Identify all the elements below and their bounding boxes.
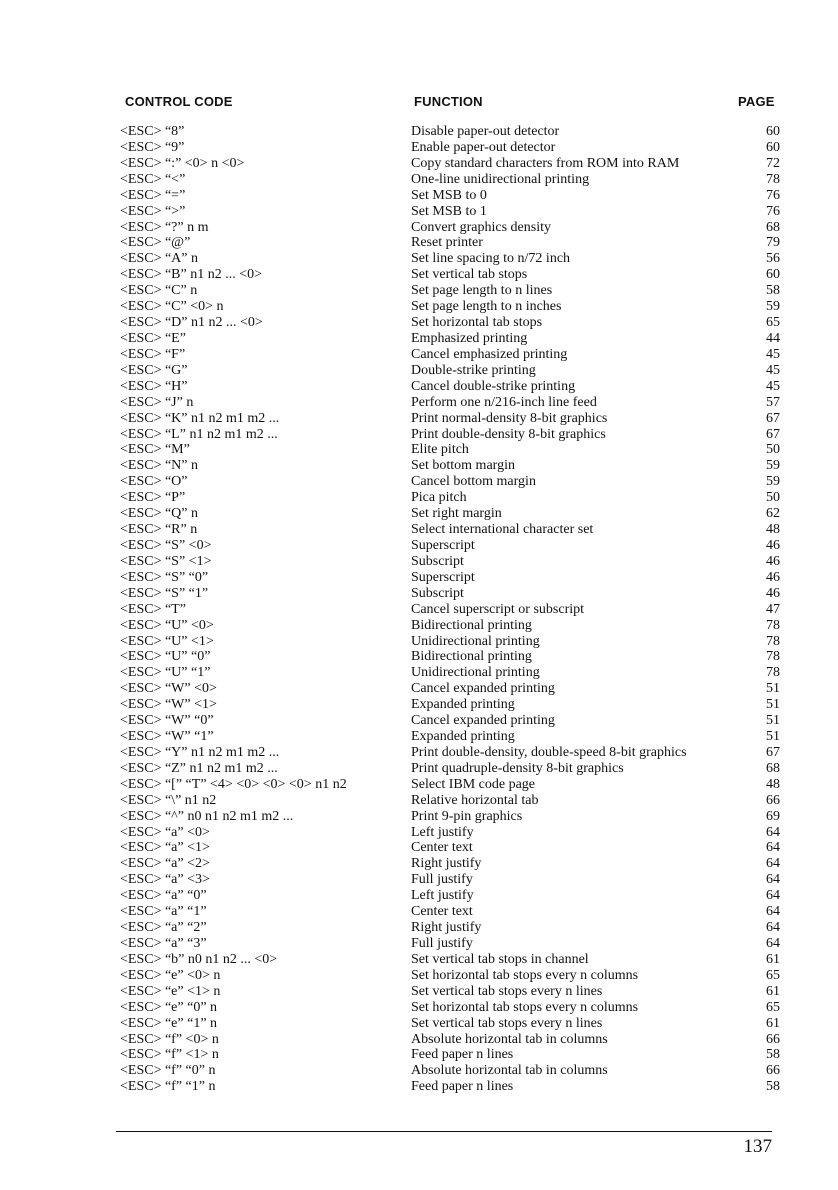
control-code-cell: <ESC> “W” “0” xyxy=(120,713,214,729)
page-cell: 46 xyxy=(766,569,780,585)
function-cell: Full justify xyxy=(411,936,473,952)
control-code-cell: <ESC> “e” <1> n xyxy=(120,983,221,999)
control-code-cell: <ESC> “D” n1 n2 ... <0> xyxy=(120,315,263,331)
page-cell: 61 xyxy=(766,951,780,967)
function-cell: Expanded printing xyxy=(411,729,515,745)
function-cell: Center text xyxy=(411,840,473,856)
control-code-cell: <ESC> “\” n1 n2 xyxy=(120,792,217,808)
control-code-cell: <ESC> “S” “1” xyxy=(120,585,209,601)
page-cell: 64 xyxy=(766,920,780,936)
page-cell: 78 xyxy=(766,633,780,649)
control-code-cell: <ESC> “B” n1 n2 ... <0> xyxy=(120,267,263,283)
function-cell: Print quadruple-density 8-bit graphics xyxy=(411,760,624,776)
page-cell: 61 xyxy=(766,1015,780,1031)
table-row xyxy=(0,872,838,888)
page-cell: 47 xyxy=(766,601,780,617)
page-cell: 66 xyxy=(766,1031,780,1047)
control-code-cell: <ESC> “a” “1” xyxy=(120,904,207,920)
control-code-cell: <ESC> “J” n xyxy=(120,394,194,410)
table-row xyxy=(0,697,838,713)
function-cell: Set line spacing to n/72 inch xyxy=(411,251,571,267)
page-cell: 69 xyxy=(766,808,780,824)
table-row xyxy=(0,777,838,793)
function-cell: Absolute horizontal tab in columns xyxy=(411,1031,608,1047)
table-row xyxy=(0,984,838,1000)
control-code-cell: <ESC> “f” <0> n xyxy=(120,1031,219,1047)
table-row xyxy=(0,634,838,650)
control-code-cell: <ESC> “9” xyxy=(120,139,185,155)
control-code-cell: <ESC> “W” <0> xyxy=(120,681,217,697)
table-row xyxy=(0,952,838,968)
table-row xyxy=(0,904,838,920)
page-cell: 64 xyxy=(766,888,780,904)
table-row xyxy=(0,586,838,602)
table-row xyxy=(0,825,838,841)
function-cell: Cancel expanded printing xyxy=(411,681,555,697)
function-cell: Set page length to n lines xyxy=(411,283,553,299)
table-row xyxy=(0,602,838,618)
page-cell: 59 xyxy=(766,458,780,474)
control-code-cell: <ESC> “8” xyxy=(120,124,185,139)
page-cell: 56 xyxy=(766,251,780,267)
control-code-cell: <ESC> “S” <1> xyxy=(120,553,212,569)
control-code-cell: <ESC> “e” <0> n xyxy=(120,967,221,983)
control-code-cell: <ESC> “<” xyxy=(120,171,186,187)
function-cell: Center text xyxy=(411,904,473,920)
table-row xyxy=(0,267,838,283)
control-code-cell: <ESC> “W” “1” xyxy=(120,729,214,745)
control-code-cell: <ESC> “W” <1> xyxy=(120,697,217,713)
function-cell: Bidirectional printing xyxy=(411,649,532,665)
table-row xyxy=(0,411,838,427)
function-cell: Set MSB to 0 xyxy=(411,187,487,203)
function-cell: Copy standard characters from ROM into RAM xyxy=(411,155,680,171)
function-cell: Disable paper-out detector xyxy=(411,124,560,139)
control-code-cell: <ESC> “f” <1> n xyxy=(120,1047,219,1063)
table-row xyxy=(0,538,838,554)
table-row xyxy=(0,331,838,347)
table-row xyxy=(0,936,838,952)
control-code-cell: <ESC> “a” “2” xyxy=(120,920,207,936)
page-cell: 46 xyxy=(766,585,780,601)
control-code-cell: <ESC> “H” xyxy=(120,378,188,394)
page-cell: 65 xyxy=(766,999,780,1015)
page-cell: 51 xyxy=(766,729,780,745)
table-row xyxy=(0,140,838,156)
function-cell: Bidirectional printing xyxy=(411,617,532,633)
control-code-cell: <ESC> “E” xyxy=(120,330,186,346)
function-cell: Emphasized printing xyxy=(411,330,528,346)
table-row xyxy=(0,506,838,522)
page-cell: 51 xyxy=(766,713,780,729)
header-page: PAGE xyxy=(738,94,775,109)
control-code-cell: <ESC> “@” xyxy=(120,235,191,251)
table-row xyxy=(0,188,838,204)
page-cell: 51 xyxy=(766,681,780,697)
table-row xyxy=(0,474,838,490)
table-row xyxy=(0,458,838,474)
page-cell: 48 xyxy=(766,776,780,792)
table-row xyxy=(0,442,838,458)
table-row xyxy=(0,1016,838,1032)
page-cell: 57 xyxy=(766,394,780,410)
table-row xyxy=(0,1000,838,1016)
page-cell: 67 xyxy=(766,426,780,442)
control-code-cell: <ESC> “N” n xyxy=(120,458,199,474)
function-cell: Expanded printing xyxy=(411,697,515,713)
function-cell: Superscript xyxy=(411,569,475,585)
function-cell: Right justify xyxy=(411,920,482,936)
control-code-cell: <ESC> “b” n0 n1 n2 ... <0> xyxy=(120,951,278,967)
control-code-cell: <ESC> “C” n xyxy=(120,283,198,299)
page-cell: 44 xyxy=(766,330,780,346)
table-row xyxy=(0,888,838,904)
page-cell: 76 xyxy=(766,187,780,203)
control-code-cell: <ESC> “M” xyxy=(120,442,190,458)
page-cell: 67 xyxy=(766,410,780,426)
control-code-cell: <ESC> “O” xyxy=(120,474,188,490)
page-cell: 59 xyxy=(766,474,780,490)
function-cell: Set vertical tab stops every n lines xyxy=(411,1015,603,1031)
page-cell: 48 xyxy=(766,522,780,538)
function-cell: Set vertical tab stops every n lines xyxy=(411,983,603,999)
page-cell: 65 xyxy=(766,967,780,983)
page-cell: 68 xyxy=(766,760,780,776)
table-row xyxy=(0,490,838,506)
control-code-cell: <ESC> “f” “0” n xyxy=(120,1063,216,1079)
table-row xyxy=(0,856,838,872)
function-cell: Feed paper n lines xyxy=(411,1047,514,1063)
function-cell: Perform one n/216-inch line feed xyxy=(411,394,597,410)
page-cell: 64 xyxy=(766,840,780,856)
page-cell: 58 xyxy=(766,1079,780,1095)
control-code-cell: <ESC> “f” “1” n xyxy=(120,1079,216,1095)
function-cell: Convert graphics density xyxy=(411,219,551,235)
control-code-cell: <ESC> “Q” n xyxy=(120,506,199,522)
function-cell: Set horizontal tab stops every n columns xyxy=(411,967,639,983)
table-row xyxy=(0,379,838,395)
table-row xyxy=(0,427,838,443)
control-code-cell: <ESC> “R” n xyxy=(120,522,198,538)
table-row xyxy=(0,761,838,777)
page-cell: 50 xyxy=(766,490,780,506)
control-code-cell: <ESC> “F” xyxy=(120,346,186,362)
control-code-cell: <ESC> “=” xyxy=(120,187,186,203)
control-code-cell: <ESC> “C” <0> n xyxy=(120,299,224,315)
table-row xyxy=(0,920,838,936)
table-row xyxy=(0,681,838,697)
page-cell: 45 xyxy=(766,362,780,378)
control-code-cell: <ESC> “Y” n1 n2 m1 m2 ... xyxy=(120,744,280,760)
function-cell: Set horizontal tab stops every n columns xyxy=(411,999,639,1015)
control-code-cell: <ESC> “?” n m xyxy=(120,219,209,235)
function-cell: Absolute horizontal tab in columns xyxy=(411,1063,608,1079)
table-row xyxy=(0,172,838,188)
function-cell: Set bottom margin xyxy=(411,458,515,474)
table-row xyxy=(0,968,838,984)
table-row xyxy=(0,347,838,363)
page-cell: 64 xyxy=(766,904,780,920)
footer-rule xyxy=(116,1131,772,1132)
page-number: 137 xyxy=(743,1136,772,1157)
page-cell: 64 xyxy=(766,872,780,888)
page-cell: 64 xyxy=(766,936,780,952)
table-row xyxy=(0,124,838,140)
table-row xyxy=(0,395,838,411)
page-cell: 60 xyxy=(766,124,780,139)
control-code-cell: <ESC> “S” “0” xyxy=(120,569,209,585)
control-code-cell: <ESC> “A” n xyxy=(120,251,199,267)
table-row xyxy=(0,570,838,586)
page-cell: 46 xyxy=(766,537,780,553)
function-cell: Select IBM code page xyxy=(411,776,536,792)
function-cell: Right justify xyxy=(411,856,482,872)
control-code-cell: <ESC> “a” <3> xyxy=(120,872,210,888)
function-cell: Print normal-density 8-bit graphics xyxy=(411,410,608,426)
table-row xyxy=(0,363,838,379)
page-cell: 58 xyxy=(766,283,780,299)
control-code-cell: <ESC> “a” <2> xyxy=(120,856,210,872)
control-code-cell: <ESC> “U” “0” xyxy=(120,649,211,665)
function-cell: Subscript xyxy=(411,553,464,569)
table-row xyxy=(0,649,838,665)
function-cell: Feed paper n lines xyxy=(411,1079,514,1095)
control-code-table xyxy=(0,124,838,1095)
table-row xyxy=(0,840,838,856)
control-code-cell: <ESC> “a” “3” xyxy=(120,936,207,952)
header-function: FUNCTION xyxy=(414,94,483,109)
header-control-code: CONTROL CODE xyxy=(125,94,233,109)
control-code-cell: <ESC> “U” “1” xyxy=(120,665,211,681)
table-row xyxy=(0,665,838,681)
function-cell: Cancel expanded printing xyxy=(411,713,555,729)
control-code-cell: <ESC> “a” <1> xyxy=(120,840,210,856)
page-cell: 64 xyxy=(766,824,780,840)
function-cell: Select international character set xyxy=(411,522,594,538)
function-cell: Print double-density, double-speed 8-bit graphics xyxy=(411,744,687,760)
function-cell: Reset printer xyxy=(411,235,483,251)
control-code-cell: <ESC> “T” xyxy=(120,601,186,617)
page-cell: 66 xyxy=(766,792,780,808)
function-cell: Cancel double-strike printing xyxy=(411,378,576,394)
table-row xyxy=(0,220,838,236)
function-cell: Cancel superscript or subscript xyxy=(411,601,585,617)
page-cell: 78 xyxy=(766,617,780,633)
page-cell: 78 xyxy=(766,649,780,665)
control-code-cell: <ESC> “a” “0” xyxy=(120,888,207,904)
function-cell: Print 9-pin graphics xyxy=(411,808,523,824)
table-row xyxy=(0,251,838,267)
table-row xyxy=(0,554,838,570)
control-code-cell: <ESC> “G” xyxy=(120,362,188,378)
page-cell: 60 xyxy=(766,267,780,283)
page-cell: 45 xyxy=(766,346,780,362)
table-row xyxy=(0,1047,838,1063)
table-row xyxy=(0,299,838,315)
function-cell: Relative horizontal tab xyxy=(411,792,539,808)
table-row xyxy=(0,1032,838,1048)
page-cell: 50 xyxy=(766,442,780,458)
table-row xyxy=(0,809,838,825)
control-code-cell: <ESC> “^” n0 n1 n2 m1 m2 ... xyxy=(120,808,294,824)
page-cell: 58 xyxy=(766,1047,780,1063)
function-cell: Set vertical tab stops xyxy=(411,267,528,283)
control-code-cell: <ESC> “S” <0> xyxy=(120,537,212,553)
function-cell: Pica pitch xyxy=(411,490,467,506)
page-cell: 76 xyxy=(766,203,780,219)
function-cell: Elite pitch xyxy=(411,442,469,458)
page-cell: 51 xyxy=(766,697,780,713)
function-cell: Set right margin xyxy=(411,506,502,522)
function-cell: Full justify xyxy=(411,872,473,888)
function-cell: Unidirectional printing xyxy=(411,665,540,681)
page-cell: 45 xyxy=(766,378,780,394)
page-cell: 78 xyxy=(766,665,780,681)
page-cell: 60 xyxy=(766,139,780,155)
table-row xyxy=(0,522,838,538)
function-cell: One-line unidirectional printing xyxy=(411,171,590,187)
control-code-cell: <ESC> “P” xyxy=(120,490,186,506)
table-row xyxy=(0,713,838,729)
page-cell: 67 xyxy=(766,744,780,760)
page-cell: 62 xyxy=(766,506,780,522)
table-row xyxy=(0,156,838,172)
page-cell: 64 xyxy=(766,856,780,872)
function-cell: Set horizontal tab stops xyxy=(411,315,543,331)
page-cell: 68 xyxy=(766,219,780,235)
control-code-cell: <ESC> “>” xyxy=(120,203,186,219)
function-cell: Double-strike printing xyxy=(411,362,536,378)
control-code-cell: <ESC> “U” <1> xyxy=(120,633,214,649)
table-row xyxy=(0,618,838,634)
page-cell: 65 xyxy=(766,315,780,331)
function-cell: Cancel emphasized printing xyxy=(411,346,568,362)
control-code-cell: <ESC> “U” <0> xyxy=(120,617,214,633)
page-cell: 72 xyxy=(766,155,780,171)
function-cell: Enable paper-out detector xyxy=(411,139,556,155)
control-code-cell: <ESC> “e” “0” n xyxy=(120,999,218,1015)
page-cell: 59 xyxy=(766,299,780,315)
function-cell: Set MSB to 1 xyxy=(411,203,487,219)
table-row xyxy=(0,204,838,220)
function-cell: Left justify xyxy=(411,824,474,840)
function-cell: Unidirectional printing xyxy=(411,633,540,649)
function-cell: Cancel bottom margin xyxy=(411,474,536,490)
control-code-cell: <ESC> “a” <0> xyxy=(120,824,210,840)
table-row xyxy=(0,315,838,331)
function-cell: Set vertical tab stops in channel xyxy=(411,951,589,967)
control-code-cell: <ESC> “K” n1 n2 m1 m2 ... xyxy=(120,410,280,426)
page-cell: 66 xyxy=(766,1063,780,1079)
control-code-cell: <ESC> “e” “1” n xyxy=(120,1015,218,1031)
page-cell: 78 xyxy=(766,171,780,187)
table-row xyxy=(0,1063,838,1079)
table-row xyxy=(0,235,838,251)
page-cell: 61 xyxy=(766,983,780,999)
control-code-cell: <ESC> “:” <0> n <0> xyxy=(120,155,245,171)
function-cell: Left justify xyxy=(411,888,474,904)
control-code-cell: <ESC> “[” “T” <4> <0> <0> <0> n1 n2 xyxy=(120,776,347,792)
function-cell: Subscript xyxy=(411,585,464,601)
control-code-cell: <ESC> “L” n1 n2 m1 m2 ... xyxy=(120,426,278,442)
table-row xyxy=(0,745,838,761)
table-row xyxy=(0,283,838,299)
page-cell: 46 xyxy=(766,553,780,569)
function-cell: Print double-density 8-bit graphics xyxy=(411,426,606,442)
table-row xyxy=(0,793,838,809)
function-cell: Superscript xyxy=(411,537,475,553)
table-row xyxy=(0,729,838,745)
control-code-cell: <ESC> “Z” n1 n2 m1 m2 ... xyxy=(120,760,278,776)
page-cell: 79 xyxy=(766,235,780,251)
function-cell: Set page length to n inches xyxy=(411,299,562,315)
table-row xyxy=(0,1079,838,1095)
